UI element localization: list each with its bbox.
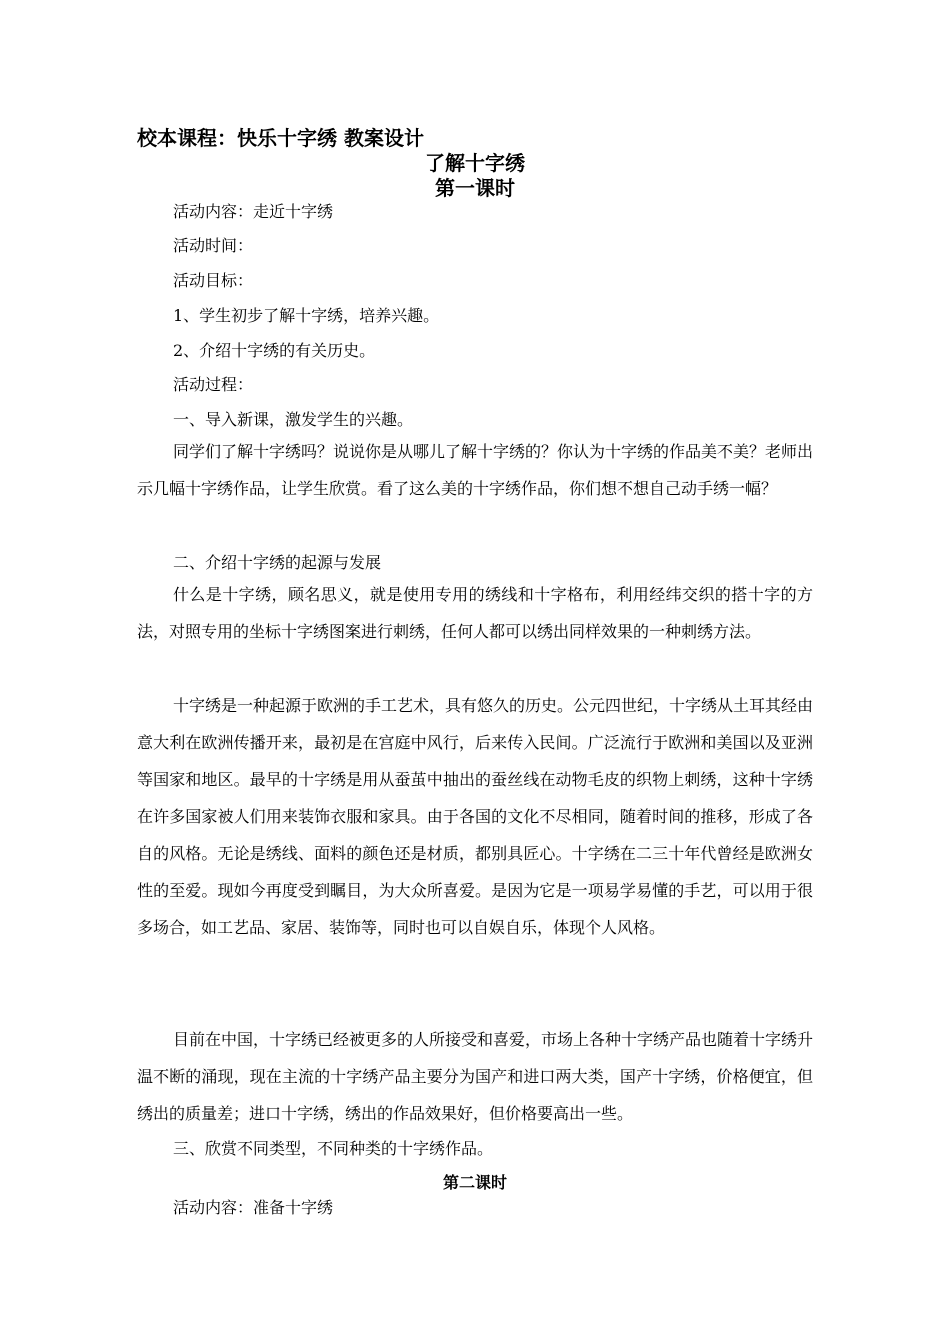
step-2-heading: 二、介绍十字绣的起源与发展	[173, 553, 382, 572]
lesson2-activity-content: 活动内容：准备十字绣	[173, 1198, 334, 1217]
step-2-paragraph-2: 十字绣是一种起源于欧洲的手工艺术，具有悠久的历史。公元四世纪，十字绣从土耳其经由意大利在欧洲传播开来，最初是在宫庭中风行，后来传入民间。广泛流行于欧洲和美国以及亚洲等国家和地区。最早的十字绣是用从蚕茧中抽出的蚕丝线在动物毛皮的织物上刺绣，这种十字绣在许多国家被人们用来装饰衣服和家具。由于各国的文化不尽相同，随着时间的推移，形成了各自的风格。无论是绣线、面料的颜色还是材质，都别具匠心。十字绣在二三十年代曾经是欧洲女性的至爱。现如今再度受到瞩目，为大众所喜爱。是因为它是一项易学易懂的手艺，可以用于很多场合，如工艺品、家居、装饰等，同时也可以自娱自乐，体现个人风格。	[137, 696, 814, 937]
activity-content: 活动内容：走近十字绣	[173, 202, 334, 221]
activity-time: 活动时间：	[173, 236, 254, 255]
topic-heading: 了解十字绣	[425, 151, 525, 175]
step-2-paragraph-3: 目前在中国，十字绣已经被更多的人所接受和喜爱，市场上各种十字绣产品也随着十字绣升温不断的涌现，现在主流的十字绣产品主要分为国产和进口两大类，国产十字绣，价格便宜，但绣出的质量差；进口十字绣，绣出的作品效果好，但价格要高出一些。	[137, 1030, 814, 1123]
activity-goal-label: 活动目标：	[173, 271, 254, 290]
goal-item-1: 1、学生初步了解十字绣，培养兴趣。	[173, 306, 440, 325]
lesson2-heading: 第二课时	[442, 1173, 507, 1192]
activity-process-label: 活动过程：	[173, 375, 254, 394]
goal-item-2: 2、介绍十字绣的有关历史。	[173, 341, 376, 360]
step-1-paragraph: 同学们了解十字绣吗？说说你是从哪儿了解十字绣的？你认为十字绣的作品美不美？老师出示几幅十字绣作品，让学生欣赏。看了这么美的十字绣作品，你们想不想自己动手绣一幅？	[137, 442, 814, 498]
step-2-paragraph-1: 什么是十字绣，顾名思义，就是使用专用的绣线和十字格布，利用经纬交织的搭十字的方法，对照专用的坐标十字绣图案进行刺绣，任何人都可以绣出同样效果的一种刺绣方法。	[137, 585, 813, 641]
lesson1-heading: 第一课时	[435, 176, 515, 200]
step-1-heading: 一、导入新课，激发学生的兴趣。	[173, 410, 414, 429]
document-title: 校本课程：快乐十字绣 教案设计	[137, 126, 424, 150]
step-3-heading: 三、欣赏不同类型，不同种类的十字绣作品。	[173, 1139, 494, 1158]
